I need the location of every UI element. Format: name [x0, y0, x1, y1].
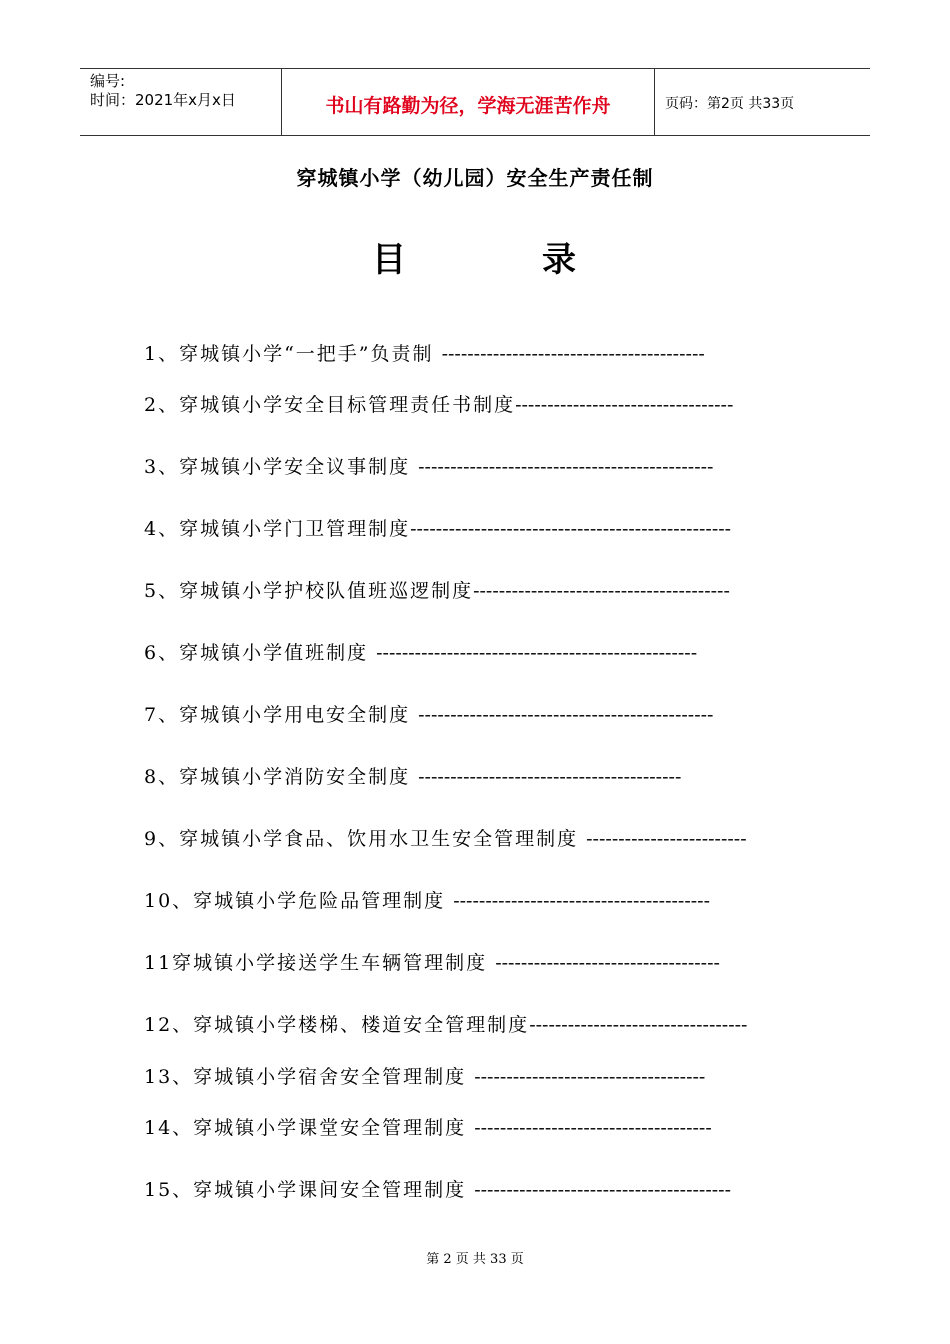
toc-heading-right: 录	[542, 240, 576, 280]
toc-entry[interactable]	[144, 641, 697, 665]
toc-entry[interactable]	[144, 393, 733, 417]
toc-entry-leader: ----------------------------------------------	[418, 704, 714, 726]
toc-entry-title: 3、穿城镇小学安全议事制度	[144, 456, 419, 478]
toc-entry-title: 5、穿城镇小学护校队值班巡逻制度	[144, 580, 474, 602]
toc-entry[interactable]	[144, 579, 730, 603]
toc-entry[interactable]	[144, 455, 713, 479]
toc-entry-title: 7、穿城镇小学用电安全制度	[144, 704, 419, 726]
toc-entry-leader: ----------------------------------------	[474, 1179, 732, 1201]
toc-entry-leader: ----------------------------------------------	[418, 456, 714, 478]
toc-entry-title: 13、穿城镇小学宿舍安全管理制度	[144, 1066, 475, 1088]
number-label: 编号:	[90, 72, 126, 90]
toc-entry-title: 8、穿城镇小学消防安全制度	[144, 766, 419, 788]
toc-entry[interactable]	[144, 342, 705, 366]
toc-entry-title: 10、穿城镇小学危险品管理制度	[144, 890, 454, 912]
toc-entry-leader: ----------------------------------	[515, 394, 734, 416]
toc-entry-leader: --------------------------------------------------	[376, 642, 698, 664]
toc-entry-leader: -----------------------------------------	[441, 343, 705, 365]
toc-entry[interactable]	[144, 1178, 731, 1202]
toc-entry-leader: ----------------------------------	[529, 1014, 748, 1036]
toc-entry[interactable]	[144, 951, 720, 975]
toc-entry-leader: ------------------------------------	[474, 1066, 706, 1088]
toc-entry[interactable]	[144, 517, 731, 541]
toc-entry[interactable]	[144, 703, 713, 727]
page-footer: 第 2 页 共 33 页	[426, 1252, 524, 1267]
toc-entry[interactable]	[144, 765, 681, 789]
toc-entry[interactable]	[144, 889, 710, 913]
toc-entry-title: 1、穿城镇小学“一把手”负责制	[144, 343, 442, 365]
toc-entry-leader: ----------------------------------------	[453, 890, 711, 912]
page-title: 穿城镇小学（幼儿园）安全生产责任制	[296, 166, 654, 190]
toc-entry[interactable]	[144, 1013, 747, 1037]
toc-entry-leader: -----------------------------------	[495, 952, 720, 974]
toc-entry[interactable]	[144, 1065, 705, 1089]
toc-entry-title: 15、穿城镇小学课间安全管理制度	[144, 1179, 475, 1201]
toc-entry-title: 2、穿城镇小学安全目标管理责任书制度	[144, 394, 516, 416]
toc-entry[interactable]	[144, 1116, 712, 1140]
toc-entry-title: 4、穿城镇小学门卫管理制度	[144, 518, 411, 540]
toc-entry-title: 9、穿城镇小学食品、饮用水卫生安全管理制度	[144, 828, 587, 850]
toc-entry-title: 6、穿城镇小学值班制度	[144, 642, 377, 664]
header-page-label: 页码：第2页 共33页	[665, 96, 795, 112]
toc-entry-title: 11穿城镇小学接送学生车辆管理制度	[144, 952, 496, 974]
header-motto: 书山有路勤为径，学海无涯苦作舟	[282, 69, 655, 135]
toc-entry-title: 12、穿城镇小学楼梯、楼道安全管理制度	[144, 1014, 530, 1036]
toc-entry-title: 14、穿城镇小学课堂安全管理制度	[144, 1117, 475, 1139]
toc-entry[interactable]	[144, 827, 747, 851]
toc-entry-leader: -------------------------	[586, 828, 747, 850]
toc-entry-leader: -----------------------------------------	[418, 766, 682, 788]
time-label: 时间：2021年x月x日	[90, 91, 236, 109]
toc-entry-leader: -------------------------------------	[474, 1117, 712, 1139]
toc-heading-left: 目	[372, 240, 406, 280]
toc-entry-leader: --------------------------------------------------	[410, 518, 732, 540]
toc-entry-leader: ----------------------------------------	[473, 580, 730, 602]
